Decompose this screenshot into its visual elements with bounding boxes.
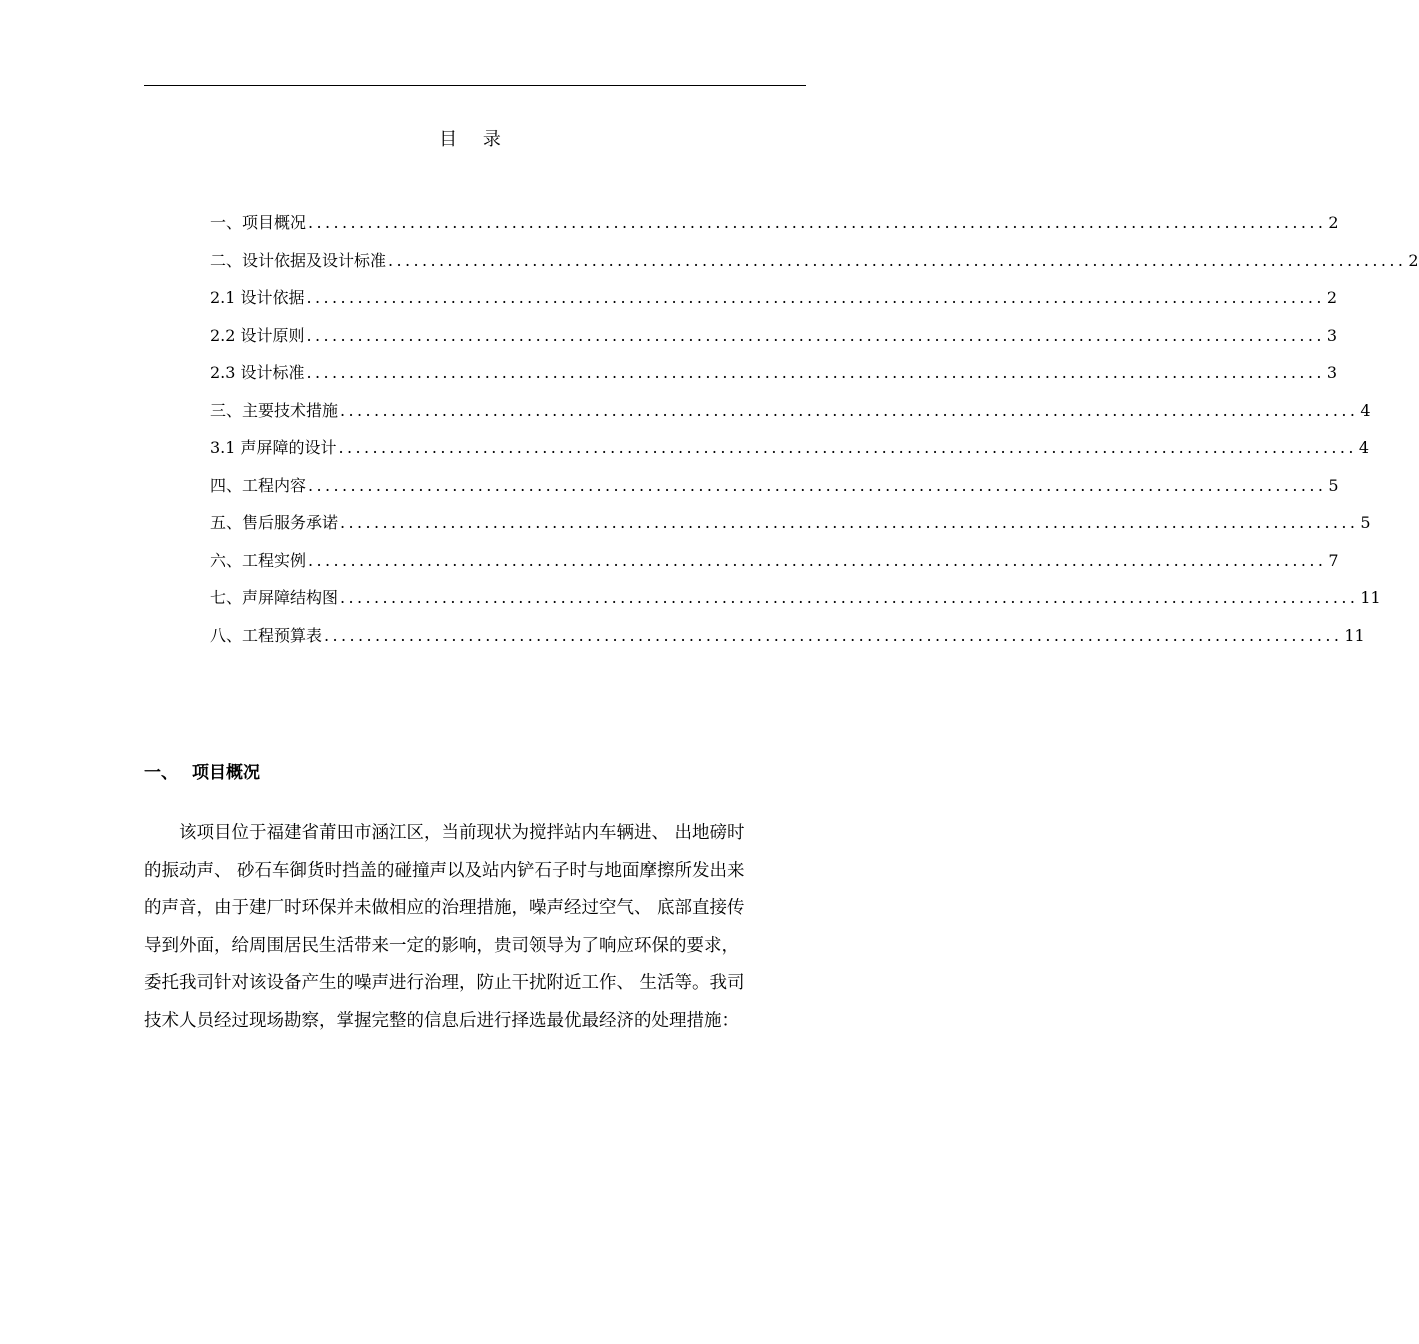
body-paragraph (144, 815, 806, 1040)
toc-leader-dots: ........................................................................................................................ (340, 400, 1359, 420)
toc-leader-dots: ........................................................................................................................ (340, 513, 1359, 532)
paragraph-line: 委托我司针对该设备产生的噪声进行治理，防止干扰附近工作、 生活等。我司 (144, 973, 745, 993)
toc-entry[interactable] (210, 510, 1371, 548)
header-rule (144, 85, 806, 86)
toc-entry-page: 3 (1326, 325, 1338, 345)
toc-entry-page: 11 (1344, 625, 1365, 645)
toc-title: 目 录 (439, 129, 511, 150)
toc-entry-page: 11 (1360, 588, 1381, 607)
toc-leader-dots: ........................................................................................................................ (308, 475, 1327, 495)
toc-leader-dots: ........................................................................................................................ (338, 438, 1357, 457)
toc-entry-number: 三、 (210, 400, 243, 420)
toc-leader-dots: ........................................................................................................................ (306, 288, 1325, 307)
section-title: 项目概况 (192, 763, 260, 783)
toc-entry-label: 工程预算表 (242, 625, 323, 645)
toc-entry-page: 5 (1328, 475, 1339, 495)
toc-entry[interactable] (210, 360, 1338, 398)
toc-leader-dots: ........................................................................................................................ (324, 625, 1343, 645)
toc-leader-dots: ........................................................................................................................ (308, 213, 1327, 232)
section-number: 一、 (144, 763, 178, 783)
paragraph-line: 技术人员经过现场勘察，掌握完整的信息后进行择选最优最经济的处理措施： (144, 1010, 739, 1031)
toc-leader-dots: ........................................................................................................................ (340, 588, 1359, 607)
toc-entry-number: 六、 (210, 550, 243, 570)
paragraph-line: 的声音，由于建厂时环保并未做相应的治理措施，噪声经过空气、 底部直接传 (144, 898, 745, 918)
toc-entry-page: 2 (1328, 213, 1339, 232)
toc-entry-label: 2.1 设计依据 (210, 288, 305, 307)
paragraph-line: 的振动声、 砂石车御货时挡盖的碰撞声以及站内铲石子时与地面摩擦所发出来 (144, 860, 745, 881)
table-of-contents (210, 210, 1419, 660)
toc-entry-label: 工程内容 (242, 475, 307, 495)
toc-entry-page: 5 (1360, 513, 1371, 532)
toc-leader-dots: ........................................................................................................................ (306, 325, 1325, 345)
toc-entry-label: 工程实例 (242, 550, 307, 570)
toc-entry[interactable] (210, 435, 1370, 473)
toc-entry[interactable] (210, 473, 1339, 511)
toc-entry-number: 一、 (210, 213, 243, 232)
toc-entry[interactable] (210, 585, 1381, 623)
paragraph-line: 导到外面，给周围居民生活带来一定的影响，贵司领导为了响应环保的要求， (144, 935, 739, 956)
toc-entry-page: 4 (1358, 438, 1370, 457)
toc-entry[interactable] (210, 210, 1339, 248)
toc-entry[interactable] (210, 398, 1371, 436)
toc-leader-dots: ........................................................................................................................ (306, 363, 1325, 382)
toc-entry[interactable] (210, 548, 1339, 586)
toc-entry-number: 五、 (210, 513, 243, 532)
toc-entry-label: 2.2 设计原则 (210, 325, 305, 345)
toc-entry-number: 八、 (210, 625, 243, 645)
section-heading (144, 758, 260, 783)
toc-entry-number: 七、 (210, 588, 243, 607)
toc-leader-dots: ........................................................................................................................ (308, 550, 1327, 570)
toc-entry-number: 二、 (210, 250, 243, 270)
toc-entry-page: 7 (1328, 550, 1339, 570)
toc-entry-label: 2.3 设计标准 (210, 363, 305, 382)
toc-entry-label: 设计依据及设计标准 (242, 250, 387, 270)
paragraph-line: 该项目位于福建省莆田市涵江区，当前现状为搅拌站内车辆进、 出地磅时 (179, 823, 745, 843)
toc-entry-number: 四、 (210, 475, 243, 495)
toc-entry[interactable] (210, 248, 1419, 286)
toc-entry[interactable] (210, 623, 1365, 661)
toc-entry-label: 项目概况 (242, 213, 307, 232)
toc-entry[interactable] (210, 285, 1338, 323)
toc-leader-dots: ........................................................................................................................ (388, 250, 1407, 270)
toc-entry-page: 2 (1408, 250, 1419, 270)
toc-entry-label: 声屏障结构图 (242, 588, 339, 607)
toc-entry-page: 2 (1326, 288, 1338, 307)
toc-entry-label: 主要技术措施 (242, 400, 339, 420)
toc-entry[interactable] (210, 323, 1338, 361)
toc-entry-page: 3 (1326, 363, 1338, 382)
toc-entry-label: 售后服务承诺 (242, 513, 339, 532)
toc-entry-page: 4 (1360, 400, 1371, 420)
toc-entry-label: 3.1 声屏障的设计 (210, 438, 337, 457)
